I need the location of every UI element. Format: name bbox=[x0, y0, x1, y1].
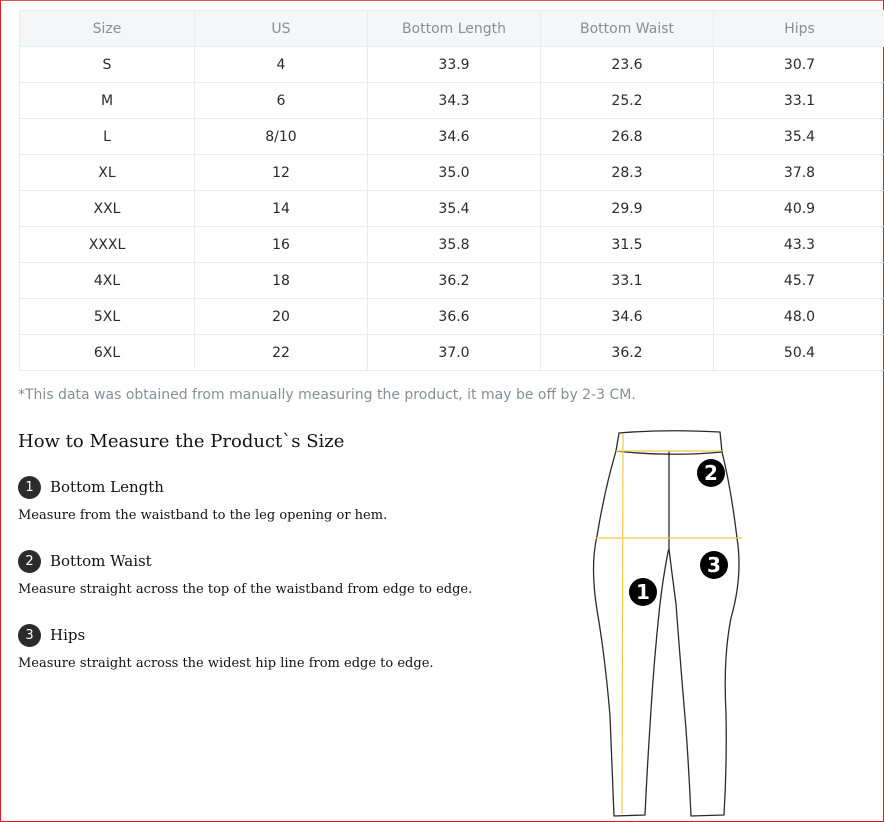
cell-bottom-length: 34.3 bbox=[368, 83, 541, 119]
cell-bottom-waist: 33.1 bbox=[541, 263, 714, 299]
step-number-badge: 2 bbox=[18, 550, 41, 573]
cell-size: S bbox=[20, 47, 195, 83]
cell-size: 4XL bbox=[20, 263, 195, 299]
marker-number: 1 bbox=[636, 580, 650, 604]
table-row bbox=[20, 299, 884, 335]
step-bottom-waist bbox=[18, 549, 472, 597]
cell-hips: 30.7 bbox=[714, 47, 884, 83]
cell-bottom-length: 37.0 bbox=[368, 335, 541, 371]
marker-hips-badge bbox=[700, 551, 728, 579]
marker-number: 3 bbox=[707, 553, 721, 577]
cell-bottom-waist: 25.2 bbox=[541, 83, 714, 119]
step-description: Measure straight across the top of the waistband from edge to edge. bbox=[18, 582, 473, 597]
cell-size: XXXL bbox=[20, 227, 195, 263]
cell-size: XL bbox=[20, 155, 195, 191]
table-row bbox=[20, 191, 884, 227]
cell-hips: 35.4 bbox=[714, 119, 884, 155]
table-row bbox=[20, 227, 884, 263]
header-size: Size bbox=[20, 11, 195, 47]
cell-us: 8/10 bbox=[195, 119, 368, 155]
cell-us: 14 bbox=[195, 191, 368, 227]
cell-bottom-length: 35.8 bbox=[368, 227, 541, 263]
marker-length-badge bbox=[629, 578, 657, 606]
step-hips bbox=[18, 623, 434, 671]
step-number-badge: 1 bbox=[18, 476, 41, 499]
cell-bottom-length: 36.2 bbox=[368, 263, 541, 299]
cell-hips: 48.0 bbox=[714, 299, 884, 335]
cell-size: M bbox=[20, 83, 195, 119]
step-label: Bottom Waist bbox=[50, 552, 152, 570]
cell-bottom-length: 36.6 bbox=[368, 299, 541, 335]
table-row bbox=[20, 83, 884, 119]
table-row bbox=[20, 119, 884, 155]
cell-size: 5XL bbox=[20, 299, 195, 335]
cell-size: 6XL bbox=[20, 335, 195, 371]
step-label: Bottom Length bbox=[50, 478, 164, 496]
cell-us: 16 bbox=[195, 227, 368, 263]
table-row bbox=[20, 263, 884, 299]
cell-bottom-waist: 29.9 bbox=[541, 191, 714, 227]
howto-title: How to Measure the Product`s Size bbox=[18, 431, 345, 452]
table-row bbox=[20, 155, 884, 191]
header-bottom-length: Bottom Length bbox=[368, 11, 541, 47]
measurement-note: *This data was obtained from manually measuring the product, it may be off by 2-3 CM. bbox=[18, 387, 636, 403]
cell-us: 12 bbox=[195, 155, 368, 191]
cell-us: 18 bbox=[195, 263, 368, 299]
header-bottom-waist: Bottom Waist bbox=[541, 11, 714, 47]
cell-hips: 33.1 bbox=[714, 83, 884, 119]
step-description: Measure from the waistband to the leg opening or hem. bbox=[18, 508, 388, 523]
cell-bottom-length: 35.0 bbox=[368, 155, 541, 191]
table-row bbox=[20, 47, 884, 83]
cell-bottom-waist: 31.5 bbox=[541, 227, 714, 263]
step-label: Hips bbox=[50, 626, 86, 644]
cell-bottom-waist: 36.2 bbox=[541, 335, 714, 371]
cell-hips: 50.4 bbox=[714, 335, 884, 371]
cell-hips: 43.3 bbox=[714, 227, 884, 263]
pants-outline bbox=[594, 431, 740, 816]
cell-bottom-waist: 23.6 bbox=[541, 47, 714, 83]
header-hips: Hips bbox=[714, 11, 884, 47]
cell-us: 4 bbox=[195, 47, 368, 83]
header-us: US bbox=[195, 11, 368, 47]
cell-bottom-length: 33.9 bbox=[368, 47, 541, 83]
cell-size: L bbox=[20, 119, 195, 155]
table-row bbox=[20, 335, 884, 371]
cell-us: 20 bbox=[195, 299, 368, 335]
cell-bottom-length: 34.6 bbox=[368, 119, 541, 155]
pants-measurement-diagram bbox=[586, 426, 756, 821]
cell-bottom-waist: 26.8 bbox=[541, 119, 714, 155]
step-description: Measure straight across the widest hip line from edge to edge. bbox=[18, 656, 434, 671]
cell-bottom-length: 35.4 bbox=[368, 191, 541, 227]
cell-us: 6 bbox=[195, 83, 368, 119]
cell-bottom-waist: 34.6 bbox=[541, 299, 714, 335]
step-bottom-length bbox=[18, 475, 387, 523]
step-number-badge: 3 bbox=[18, 624, 41, 647]
cell-hips: 37.8 bbox=[714, 155, 884, 191]
cell-us: 22 bbox=[195, 335, 368, 371]
cell-bottom-waist: 28.3 bbox=[541, 155, 714, 191]
size-chart-table bbox=[19, 10, 884, 371]
cell-size: XXL bbox=[20, 191, 195, 227]
cell-hips: 45.7 bbox=[714, 263, 884, 299]
table-header-row bbox=[20, 11, 884, 47]
marker-number: 2 bbox=[704, 461, 718, 485]
marker-waist-badge bbox=[697, 459, 725, 487]
cell-hips: 40.9 bbox=[714, 191, 884, 227]
